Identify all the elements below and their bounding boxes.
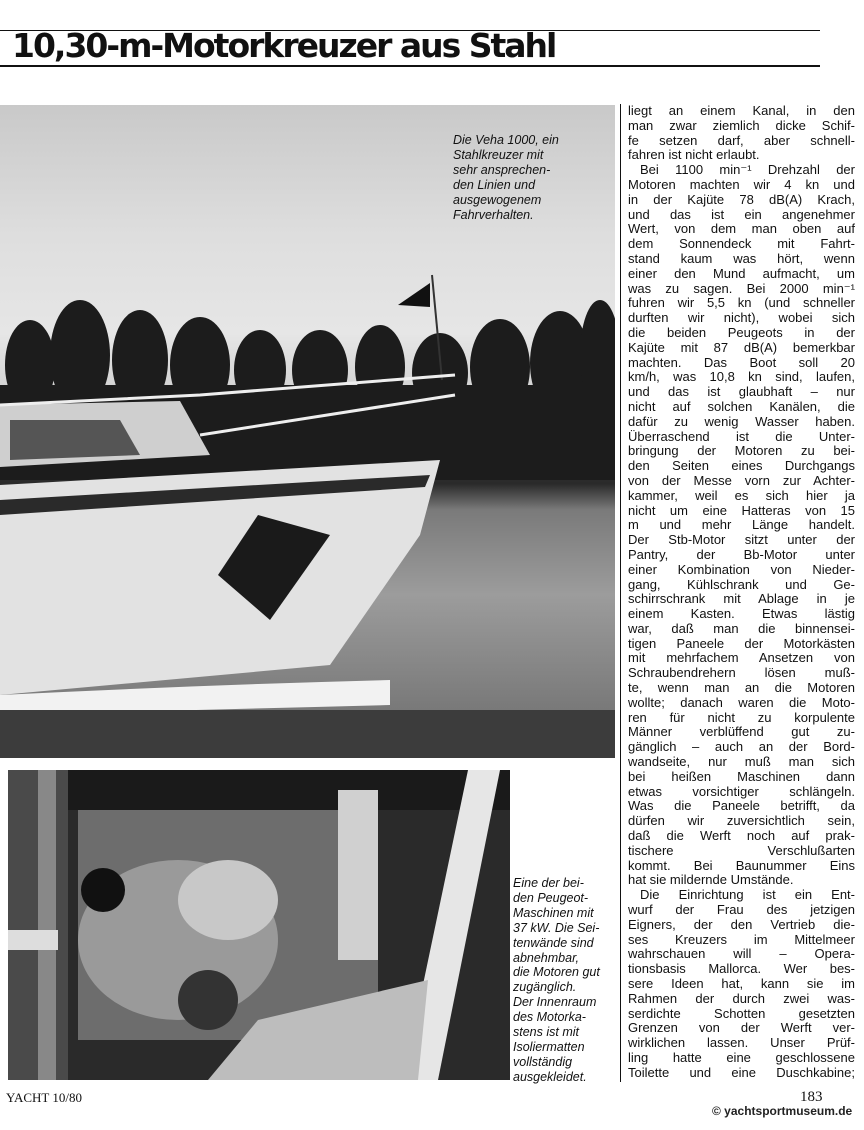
- caption-line: Stahlkreuzer mit: [453, 147, 544, 162]
- flag: [398, 283, 430, 307]
- article-line: km/h, was 10,8 kn sind, laufen,: [628, 369, 855, 385]
- article-line: nicht auf solchen Kanälen, die: [628, 398, 855, 414]
- article-line: wollte; danach waren die Moto-: [628, 694, 855, 710]
- page-title: 10,30-m-Motorkreuzer aus Stahl: [12, 26, 556, 65]
- engine-photo-caption: [513, 876, 600, 1085]
- article-line: Grenzen von der Werft ver-: [628, 1020, 855, 1036]
- caption-line: 37 kW. Die Sei-: [513, 920, 600, 935]
- article-line: einem Kasten. Etwas lästig: [628, 606, 855, 622]
- caption-line: sehr ansprechen-: [453, 162, 551, 177]
- caption-line: tenwände sind: [513, 935, 594, 950]
- caption-line: den Linien und: [453, 177, 536, 192]
- article-line: te, wenn man an die Motoren: [628, 680, 855, 696]
- article-line: liegt an einem Kanal, in den: [628, 103, 855, 118]
- article-line: Der Stb-Motor sitzt unter der: [628, 532, 855, 548]
- article-line: bei heißen Maschinen dann: [628, 768, 855, 784]
- article-line: machten. Das Boot soll 20: [628, 354, 855, 370]
- article-line: fahren ist nicht erlaubt.: [628, 147, 760, 163]
- article-line: und das ist ein angenehmer: [628, 206, 855, 222]
- article-line: tionsbasis Mallorca. Wer bes-: [628, 961, 855, 977]
- article-line: dafür zu wenig Wasser haben.: [628, 413, 855, 429]
- article-line: Die Einrichtung ist ein Ent-: [640, 887, 855, 903]
- article-line: einer den Mund aufmacht, um: [628, 265, 855, 281]
- article-line: Kajüte mit 87 dB(A) bemerkbar: [628, 339, 855, 355]
- article-line: den Seiten eines Durchgangs: [628, 458, 855, 474]
- article-line: und das ist glaubhaft – nur: [628, 384, 855, 400]
- article-line: bringung der Motoren zu bei-: [628, 443, 855, 459]
- article-line: ren für nicht zu korpulente: [628, 709, 855, 725]
- article-line: einer Kombination von Nieder-: [628, 561, 855, 577]
- article-line: dem Sonnendeck mit Fahrt-: [628, 236, 855, 252]
- article-line: ling hatte eine geschlossene: [628, 1050, 855, 1065]
- caption-line: den Peugeot-: [513, 890, 589, 905]
- caption-line: Die Veha 1000, ein: [453, 133, 559, 147]
- article-line: Überraschend ist die Unter-: [628, 428, 855, 444]
- article-line: fuhren wir 5,5 kn (und schneller: [628, 295, 855, 311]
- article-line: Pantry, der Bb-Motor unter: [628, 546, 855, 562]
- watermark: © yachtsportmuseum.de: [712, 1104, 853, 1118]
- article-line: war, daß man die binnensei-: [628, 620, 855, 636]
- caption-line: Isoliermatten: [513, 1039, 585, 1054]
- article-line: was zu sagen. Bei 2000 min⁻¹: [628, 280, 855, 296]
- article-line: Rahmen der durch zwei was-: [628, 990, 855, 1006]
- caption-line: Fahrverhalten.: [453, 207, 534, 222]
- caption-line: ausgewogenem: [453, 192, 542, 207]
- boat-photo-caption: [453, 133, 559, 222]
- article-line: dürfen wir zuversichtlich sein,: [628, 813, 855, 829]
- page-number: 183: [800, 1089, 823, 1105]
- article-line: sere Ideen hat, kann sie im: [628, 976, 855, 992]
- caption-line: Maschinen mit: [513, 905, 594, 920]
- magazine-issue: YACHT 10/80: [6, 1090, 82, 1105]
- caption-line: stens ist mit: [513, 1025, 579, 1040]
- article-line: kammer, weil es sich hier ja: [628, 487, 855, 503]
- article-line: Männer verblüffend gut zu-: [628, 724, 855, 740]
- caption-line: ausgekleidet.: [513, 1069, 587, 1084]
- caption-line: Der Innenraum: [513, 995, 597, 1010]
- engine-photo: [8, 770, 510, 1080]
- article-line: Schraubendrehern lösen muß-: [628, 665, 855, 681]
- article-line: Motoren machten wir 4 kn und: [628, 176, 855, 192]
- article-line: Bei 1100 min⁻¹ Drehzahl der: [640, 162, 855, 178]
- article-line: wurf der Frau des jetzigen: [628, 902, 855, 918]
- title-rule-bottom: [0, 65, 820, 67]
- engine-illustration: [8, 770, 510, 1080]
- article-line: Toilette und eine Duschkabine;: [628, 1064, 855, 1080]
- article-line: durften wir nicht), wobei sich: [628, 310, 855, 326]
- article-line: hat sie mildernde Umstände.: [628, 872, 794, 888]
- caption-line: abnehmbar,: [513, 950, 580, 965]
- article-line: mit mehrfachem Ansetzen von: [628, 650, 855, 666]
- article-line: m und mehr Länge handelt.: [628, 517, 855, 533]
- article-line: von der Messe vorn zur Achter-: [628, 472, 855, 488]
- article-line: Wert, von dem man oben auf: [628, 221, 855, 237]
- caption-line: vollständig: [513, 1054, 573, 1069]
- article-line: etwas vorsichtiger schlängeln.: [628, 783, 855, 799]
- article-line: wahrschauen will – Opera-: [628, 946, 855, 962]
- caption-line: des Motorka-: [513, 1010, 586, 1025]
- article-line: in der Kajüte 78 dB(A) Krach,: [628, 191, 855, 207]
- article-line: Eigners, der den Vertrieb die-: [628, 916, 855, 932]
- article-line: daß die Werft noch auf prak-: [628, 828, 855, 844]
- article-line: schirrschrank mit Ablage in je: [628, 591, 855, 607]
- article-line: tischere Verschlußarten: [628, 842, 855, 858]
- article-line: fe setzen darf, aber schnell-: [628, 132, 855, 148]
- article-line: gang, Kühlschrank und Ge-: [628, 576, 855, 592]
- article-line: man zwar ziemlich dicke Schif-: [628, 117, 855, 133]
- article-line: stand kaum was hört, wenn: [628, 250, 855, 266]
- article-column: [628, 104, 855, 1081]
- column-rule: [620, 104, 621, 1082]
- article-line: nicht um eine Hatteras von 15: [628, 502, 855, 518]
- article-line: serdichte Schotten gesetzten: [628, 1005, 855, 1021]
- caption-line: Eine der bei-: [513, 876, 584, 890]
- article-line: die beiden Peugeots in der: [628, 324, 855, 340]
- article-line: kommt. Bei Baunummer Eins: [628, 857, 855, 873]
- caption-line: die Motoren gut: [513, 965, 600, 980]
- article-line: wirklichen lassen. Unser Prüf-: [628, 1035, 855, 1051]
- article-line: Was die Paneele betrifft, da: [628, 798, 855, 814]
- caption-line: zugänglich.: [513, 980, 577, 995]
- article-line: tigen Paneele der Motorkästen: [628, 635, 855, 651]
- article-line: ses Kreuzers im Mittelmeer: [628, 931, 855, 947]
- article-line: gänglich – auch an der Bord-: [628, 739, 855, 755]
- article-line: wandseite, nur muß man sich: [628, 754, 855, 770]
